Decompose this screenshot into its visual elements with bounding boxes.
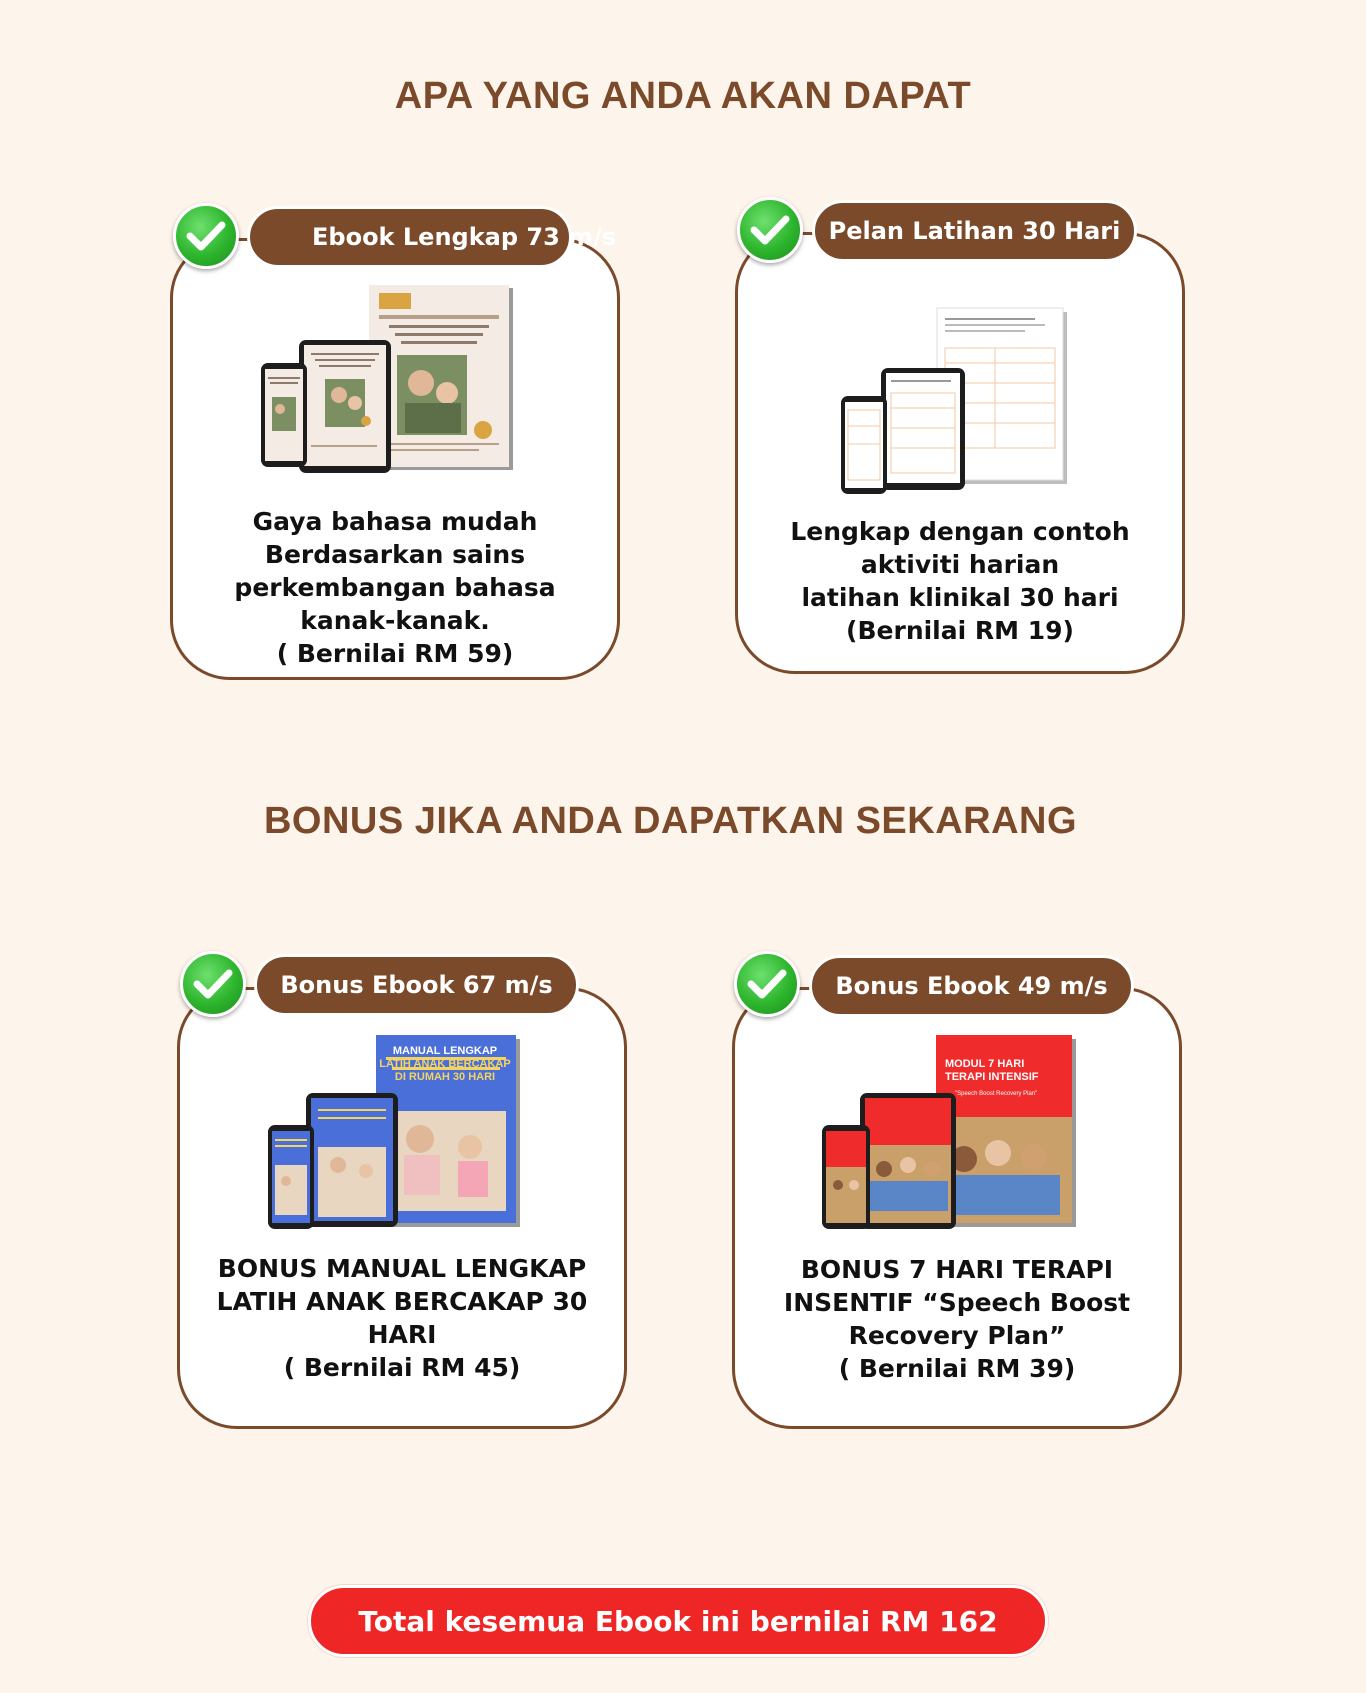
- mockup-cover-subtitle: "Speech Boost Recovery Plan": [955, 1091, 1038, 1097]
- card-price: (Bernilai RM 19): [846, 616, 1074, 645]
- mockup-cover-title: MODUL 7 HARI TERAPI INTENSIF: [945, 1058, 1039, 1083]
- card-description: [197, 1252, 607, 1384]
- card-pill-bonus-modul: Bonus Ebook 49 m/s: [809, 955, 1134, 1017]
- check-circle-icon: [734, 951, 800, 1017]
- card-price: ( Bernilai RM 39): [838, 1354, 1076, 1383]
- card-line: Recovery Plan”: [848, 1321, 1066, 1350]
- check-circle-icon: [180, 951, 246, 1017]
- card-line: LATIH ANAK BERCAKAP 30: [216, 1287, 588, 1316]
- card-line: Berdasarkan sains: [264, 540, 526, 569]
- section-title-main: APA YANG ANDA AKAN DAPAT: [394, 75, 972, 117]
- mockup-cover-line: LATIH ANAK BERCAKAP DI RUMAH 30 HARI: [379, 1058, 511, 1083]
- total-value-button[interactable]: Total kesemua Ebook ini bernilai RM 162: [308, 1585, 1048, 1657]
- check-circle-icon: [173, 203, 239, 269]
- card-line: INSENTIF “Speech Boost: [783, 1288, 1131, 1317]
- card-line: Gaya bahasa mudah: [252, 507, 538, 536]
- card-line: latihan klinikal 30 hari: [801, 583, 1119, 612]
- card-pill-ebook-lengkap: Ebook Lengkap 73 m/s: [247, 206, 572, 268]
- card-line: HARI: [367, 1320, 437, 1349]
- ebook-mockup-image: [255, 285, 525, 475]
- card-description: [752, 1253, 1162, 1385]
- ebook-mockup-image: [835, 308, 1075, 498]
- card-line: Lengkap dengan contoh: [790, 517, 1130, 546]
- card-line: kanak-kanak.: [300, 606, 490, 635]
- card-line: BONUS 7 HARI TERAPI: [800, 1255, 1114, 1284]
- card-pill-bonus-manual: Bonus Ebook 67 m/s: [254, 954, 579, 1016]
- card-description: [190, 505, 600, 670]
- card-line: BONUS MANUAL LENGKAP: [217, 1254, 587, 1283]
- check-circle-icon: [737, 197, 803, 263]
- card-pill-pelan-latihan: Pelan Latihan 30 Hari: [812, 200, 1137, 262]
- mockup-cover-line: MANUAL LENGKAP: [392, 1045, 498, 1057]
- card-price: ( Bernilai RM 45): [283, 1353, 521, 1382]
- mockup-cover-label: [379, 1045, 511, 1084]
- card-description: [755, 515, 1165, 647]
- card-price: ( Bernilai RM 59): [276, 639, 514, 668]
- card-line: perkembangan bahasa: [234, 573, 556, 602]
- card-line: aktiviti harian: [860, 550, 1060, 579]
- section-title-bonus: BONUS JIKA ANDA DAPATKAN SEKARANG: [263, 800, 1078, 842]
